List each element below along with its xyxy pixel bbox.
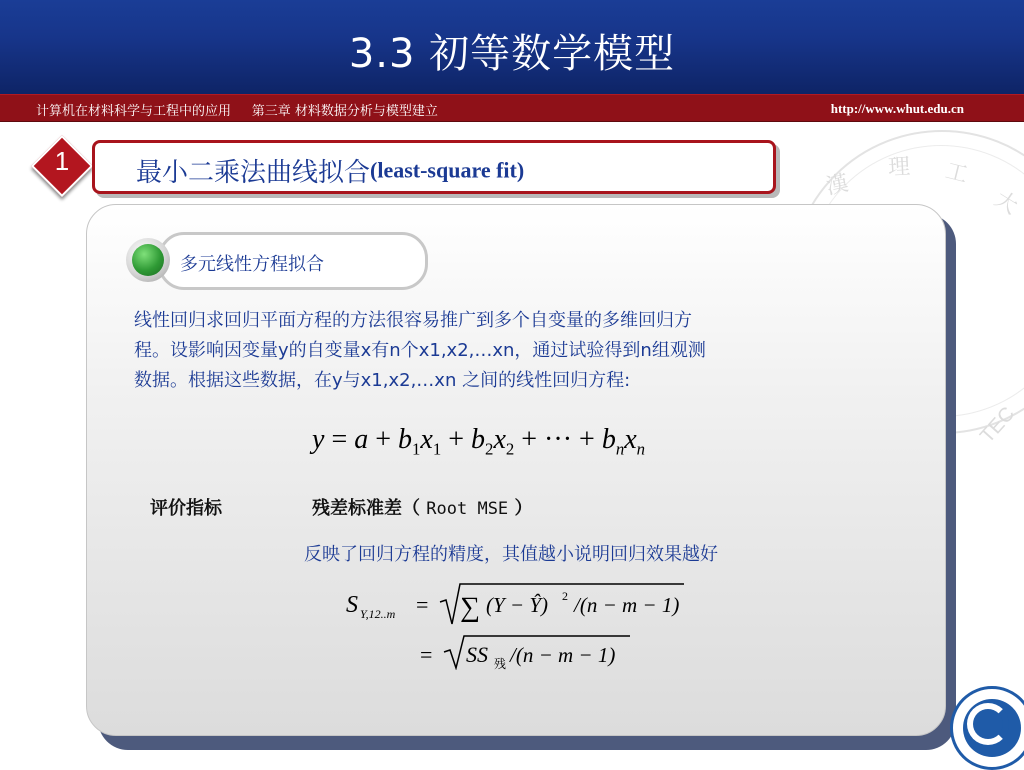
- formula-ss: SS: [466, 642, 488, 667]
- watermark-char: TEC: [976, 402, 1020, 448]
- chapter-label: 第三章 材料数据分析与模型建立: [251, 104, 438, 119]
- formula-lhs: S: [346, 592, 358, 618]
- description-paragraph: [134, 306, 854, 396]
- site-url-link[interactable]: http://www.whut.edu.cn: [830, 101, 964, 116]
- formula-term: (Y − Ŷ): [486, 593, 549, 617]
- watermark-char: 大: [989, 186, 1022, 220]
- title-banner: [0, 0, 1024, 94]
- course-label: 计算机在材料科学与工程中的应用: [36, 104, 232, 119]
- watermark-char: 理: [887, 154, 911, 181]
- green-bullet-icon: [132, 244, 164, 276]
- section-title-cn: 最小二乘法曲线拟合: [136, 158, 371, 188]
- formula-equals-2: =: [420, 642, 433, 667]
- course-breadcrumb: [36, 100, 438, 119]
- subsection-label: 多元线性方程拟合: [180, 254, 324, 275]
- watermark-char: 漢: [824, 170, 851, 200]
- section-number: 1: [54, 146, 70, 176]
- section-title: [136, 152, 524, 189]
- formula-lhs-sub: Y,12..m: [360, 607, 396, 621]
- section-title-en: (least-square fit): [370, 157, 525, 183]
- evaluation-metric: 残差标准差（ Root MSE ）: [312, 498, 533, 519]
- regression-equation: $y = a + b_1x_1 + b_2x_2$ + ··· + $b_nx_n$: [312, 424, 646, 459]
- formula-power: 2: [562, 589, 568, 603]
- logo-mark-icon: [967, 703, 1009, 745]
- paragraph-line: 数据。根据这些数据，在y与x1,x2,…xn 之间的线性回归方程:: [134, 370, 631, 391]
- paragraph-line: 线性回归求回归平面方程的方法很容易推广到多个自变量的多维回归方: [134, 310, 692, 331]
- formula-ss-sub: 残: [494, 657, 507, 670]
- formula-equals: =: [416, 592, 429, 617]
- sum-sign: ∑: [460, 592, 480, 623]
- evaluation-description: 反映了回归方程的精度，其值越小说明回归效果越好: [304, 544, 718, 565]
- paragraph-line: 程。设影响因变量y的自变量x有n个x1,x2,…xn，通过试验得到n组观测: [134, 340, 706, 361]
- formula-tail-2: /(n − m − 1): [510, 643, 616, 667]
- evaluation-label: 评价指标: [150, 498, 222, 519]
- course-strip: [0, 94, 1024, 122]
- university-logo: [950, 686, 1024, 770]
- formula-tail: /(n − m − 1): [574, 593, 680, 617]
- rmse-formula: [346, 580, 706, 670]
- page-title: 3.3 初等数学模型: [348, 31, 676, 77]
- watermark-char: 工: [942, 158, 971, 189]
